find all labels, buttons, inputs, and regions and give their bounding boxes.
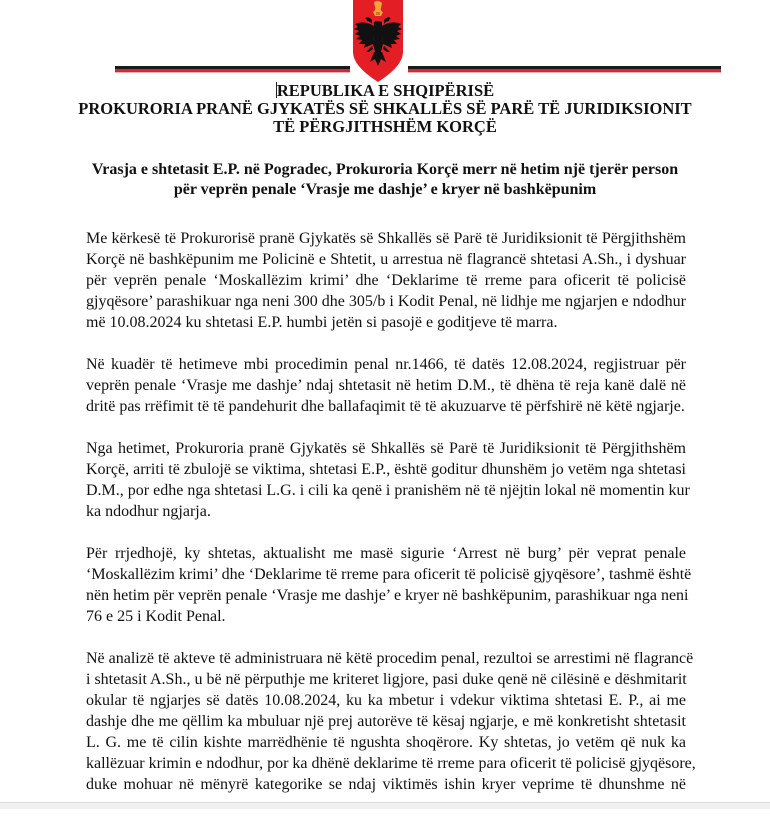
- paragraph-line: ka ndodhur ngjarja.: [86, 503, 211, 520]
- header-rule-right: [408, 66, 721, 73]
- document-subtitle: [0, 160, 770, 200]
- paragraph-line: Korçë në bashkëpunim me Policinë e Shtetit, u arrestua në flagrancë shtetasi A.Sh., i dyshuar: [86, 251, 686, 268]
- heading-line-2: PROKURORIA PRANË GJYKATËS SË SHKALLËS SË PARË TË JURIDIKSIONIT: [78, 99, 692, 118]
- paragraph-1: [86, 228, 686, 333]
- subtitle-line-2: për veprën penale ‘Vrasje me dashje’ e kryer në bashkëpunim: [173, 181, 597, 198]
- paragraph-2: [86, 354, 686, 417]
- document-body: [86, 228, 696, 816]
- document-heading: [0, 82, 770, 136]
- paragraph-line: Korçë, arriti të zbulojë se viktima, shtetasi E.P., është goditur dhunshëm jo vetëm nga shtetasi: [86, 461, 686, 478]
- viewer-bottom-edge: [0, 802, 770, 809]
- paragraph-line: L. G. me të cilin kishte marrëdhënie të ngushta shoqërore. Ky shtetas, jo vetëm që nuk ka: [86, 734, 686, 751]
- paragraph-line: Në analizë të akteve të administruara në këtë procedim penal, rezultoi se arrestimi në flagrancë: [86, 650, 694, 667]
- paragraph-line: 76 e 25 i Kodit Penal.: [86, 608, 226, 625]
- paragraph-4: [86, 543, 692, 627]
- header-rule-left: [115, 66, 350, 73]
- heading-line-3: TË PËRGJITHSHËM KORÇË: [273, 117, 497, 136]
- paragraph-line: D.M., por edhe nga shtetasi L.G. i cili ka qenë i pranishëm në të njëjtin lokal në momentin kur: [86, 482, 690, 499]
- albanian-coat-of-arms-icon: [350, 0, 406, 82]
- paragraph-line: gjyqësore’ parashikuar nga neni 300 dhe 305/b i Kodit Penal, në lidhje me ngjarjen e ndodhur: [86, 293, 686, 310]
- paragraph-line: nën hetim për veprën penale ‘Vrasje me dashje’ e kryer në bashkëpunim, parashikuar nga neni: [86, 587, 689, 604]
- paragraph-line: i shtetasit A.Sh., u bë në përputhje me kriteret ligjore, pasi duke qenë në cilësinë e dëshmitarit: [86, 671, 687, 688]
- paragraph-5: [86, 648, 696, 795]
- paragraph-line: ‘Moskallëzim krimi’ dhe ‘Deklarime të rreme para oficerit të policisë gjyqësore’, tashmë është: [86, 566, 692, 583]
- paragraph-line: kallëzuar krimin e ndodhur, por ka dhënë deklarime të rreme para oficerit të policisë gjyqësore,: [86, 755, 696, 772]
- paragraph-line: për veprën penale ‘Moskallëzim krimi’ dhe ‘Deklarime të rreme para oficerit të policisë: [86, 272, 686, 289]
- subtitle-line-1: Vrasja e shtetasit E.P. në Pogradec, Prokuroria Korçë merr në hetim një tjerër person: [91, 161, 679, 178]
- heading-line-1[interactable]: [0, 82, 770, 100]
- paragraph-line: Në kuadër të hetimeve mbi procedimin penal nr.1466, të datës 12.08.2024, regjistruar për: [86, 356, 686, 373]
- paragraph-line: dritë pas rrëfimit të të pandehurit dhe ballafaqimit të të akuzuarve të përfshirë në këtë ngjarje.: [86, 398, 685, 415]
- paragraph-line: dashje dhe me qëllim ka mbuluar një prej autorëve të kësaj ngjarje, e më konkretisht shtetasit: [86, 713, 686, 730]
- paragraph-line: okular të ngjarjes së datës 10.08.2024, ku ka mbetur i vdekur viktima shtetasi E. P., ai me: [86, 692, 686, 709]
- paragraph-line: më 10.08.2024 ku shtetasi E.P. humbi jetën si pasojë e goditjeve të marra.: [86, 314, 558, 331]
- paragraph-line: Me kërkesë të Prokurorisë pranë Gjykatës së Shkallës së Parë të Juridiksionit të Përgjithshëm: [86, 230, 686, 247]
- paragraph-3: [86, 438, 690, 522]
- paragraph-line: Nga hetimet, Prokuroria pranë Gjykatës së Shkallës së Parë të Juridiksionit të Përgjithshëm: [86, 440, 686, 457]
- paragraph-line: Për rrjedhojë, ky shtetas, aktualisht me masë sigurie ‘Arrest në burg’ për veprat penale: [86, 545, 686, 562]
- paragraph-line: veprën penale ‘Vrasje me dashje’ ndaj shtetasit në hetim D.M., të dhëna të reja kanë dalë në: [86, 377, 686, 394]
- paragraph-line: duke mohuar në mënyrë kategorike se ndaj viktimës ishin kryer veprime të dhunshme në: [86, 776, 686, 793]
- heading-republic: REPUBLIKA E SHQIPËRISË: [276, 81, 495, 100]
